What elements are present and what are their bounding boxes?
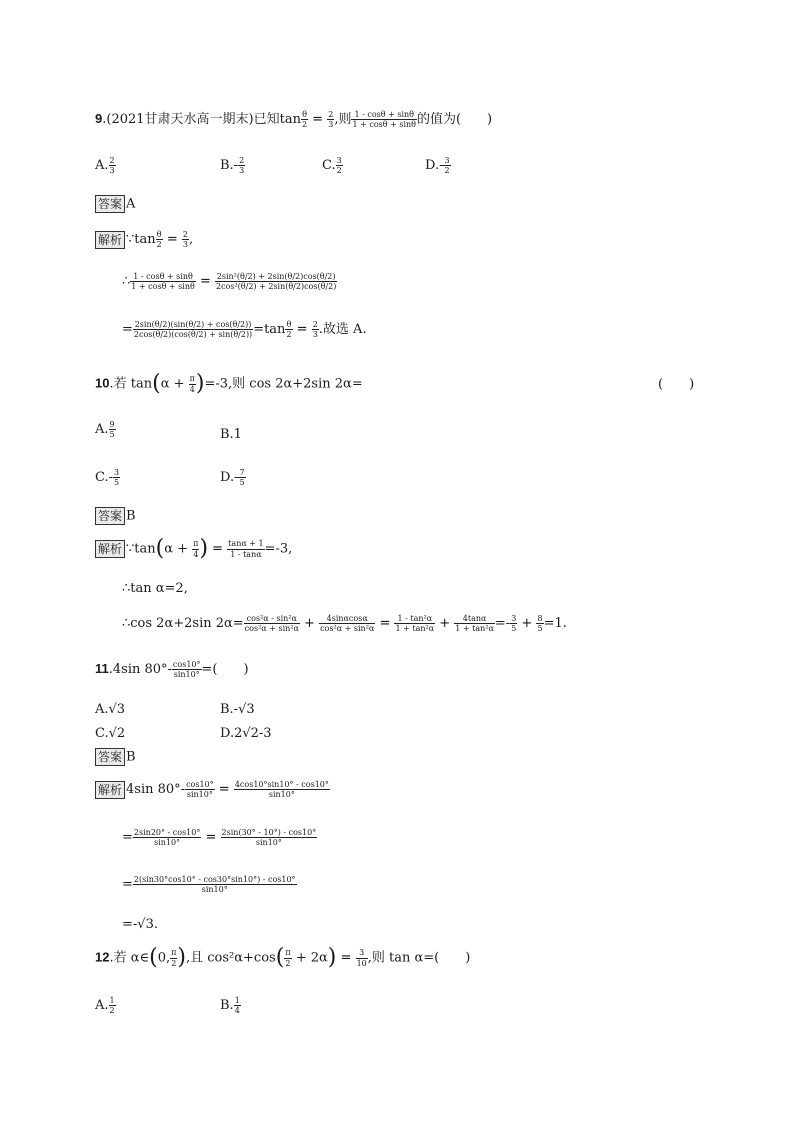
analysis-line-1: 解析 ∵tan $\frac{\theta}{2}$ = $\frac{2}{3}$ , xyxy=(95,230,193,249)
analysis-tag: 解析 xyxy=(95,781,125,799)
question-number: 10 xyxy=(95,375,110,391)
question-number: 12 xyxy=(95,949,110,965)
option-d: D.- $\frac{3}{2}$ xyxy=(425,156,450,176)
analysis-tag: 解析 xyxy=(95,231,125,249)
fraction: $\frac{1 - \cos\theta + \sin\theta}{1 + \cos\theta + \sin\theta}$ xyxy=(352,110,416,130)
answer-tag: 答案 xyxy=(95,748,125,766)
option-b: B.-√3 xyxy=(220,702,255,717)
option-c: C.√2 xyxy=(95,726,126,741)
analysis-line-3: ∴cos 2α+2sin 2α= $\frac{\text{cos²α - sin²α}}{\text{cos²α + sin²α}}$ + $\frac{4\sin\alpha\cos\alpha}{\text{cos²α + sin²α}}$ = $\frac{\text{1 - tan²α}}{\text{1 + tan²α}}$ + $\frac{4\tan\alpha}{\text{1 + tan²α}}$ =- $\frac{3}{5}$ + $\frac{8}{5}$ =1. xyxy=(122,614,567,634)
answer-line xyxy=(95,748,136,766)
question-12-stem: 12.若 α∈(0, $\frac{\pi}{2}$ ),且 cos²α+cos( $\frac{\pi}{2}$ + 2α) = $\frac{3}{10}$ ,则 tan α=( ) xyxy=(95,945,471,970)
option-a: A. $\frac{1}{2}$ xyxy=(95,996,115,1016)
question-bracket: ( ) xyxy=(658,377,695,392)
analysis-line-1: 解析 ∵tan(α + $\frac{\pi}{4}$ ) = $\frac{\tan\alpha + 1}{1 - \tan\alpha}$ =-3, xyxy=(95,538,292,560)
analysis-line-2: = $\frac{2\sin 20^\circ - \cos 10^\circ}{\sin 10^\circ}$ = $\frac{2\sin(30^\circ - 10^\circ) - \cos 10^\circ}{\sin 10^\circ}$ xyxy=(122,828,317,848)
analysis-line-2: ∴tan α=2, xyxy=(122,581,188,596)
answer-value: B xyxy=(126,508,136,524)
option-b: B.- $\frac{2}{3}$ xyxy=(220,156,245,176)
option-d: D.- $\frac{7}{5}$ xyxy=(220,468,245,488)
option-d: D.2√2-3 xyxy=(220,726,272,741)
option-b: B.1 xyxy=(220,427,242,442)
answer-tag: 答案 xyxy=(95,507,125,525)
stem-text: .(2021甘肃天水高一期末)已知tan xyxy=(102,112,301,128)
option-a: A. $\frac{9}{5}$ xyxy=(95,420,115,440)
option-c: C.- $\frac{3}{5}$ xyxy=(95,468,120,488)
analysis-line-4: =-√3. xyxy=(122,917,158,932)
fraction: $\frac{\theta}{2}$ xyxy=(301,110,308,130)
option-c: C. $\frac{3}{2}$ xyxy=(322,156,342,176)
option-a: A.√3 xyxy=(95,702,126,717)
answer-value: A xyxy=(126,196,136,212)
question-11-stem: 11.4sin 80°- $\frac{\cos 10^\circ}{\sin 10^\circ}$ =( ) xyxy=(95,660,249,680)
analysis-tag: 解析 xyxy=(95,540,125,558)
question-9-stem: 9.(2021甘肃天水高一期末)已知tan $\frac{\theta}{2}$ = $\frac{2}{3}$ ,则 $\frac{1 - \cos\theta + \sin\theta}{1 + \cos\theta + \sin\theta}$ 的值为( ) xyxy=(95,110,493,130)
answer-line xyxy=(95,195,135,213)
analysis-line-3: = $\frac{2(\sin 30^\circ\cos 10^\circ - \cos 30^\circ\sin 10^\circ) - \cos 10^\circ}{\sin 10^\circ}$ xyxy=(122,875,296,895)
option-b: B. $\frac{1}{4}$ xyxy=(220,996,240,1016)
analysis-line-1: 解析 4sin 80°- $\frac{\cos 10^\circ}{\sin 10^\circ}$ = $\frac{4\cos 10^\circ\sin 10^\circ - \cos 10^\circ}{\sin 10^\circ}$ xyxy=(95,780,330,799)
analysis-line-2: ∴ $\frac{1 - \cos\theta + \sin\theta}{1 + \cos\theta + \sin\theta}$ = $\frac{\text{2sin²(θ/2) + 2sin(θ/2)cos(θ/2)}}{\text{2cos²(θ/2) + 2sin(θ/2)cos(θ/2)}}$ xyxy=(122,272,337,292)
answer-line xyxy=(95,507,136,525)
question-number: 11 xyxy=(95,661,109,677)
answer-tag: 答案 xyxy=(95,195,125,213)
fraction: $\frac{2}{3}$ xyxy=(328,110,334,130)
question-10-stem: 10.若 tan(α + $\frac{\pi}{4}$ )=-3,则 cos 2α+2sin 2α= xyxy=(95,371,363,396)
analysis-line-3: = $\frac{2\sin(\theta/2)(\sin(\theta/2) + \cos(\theta/2))}{2\cos(\theta/2)(\cos(\theta/2) + \sin(\theta/2))}$ =tan $\frac{\theta}{2}$ = $\frac{2}{3}$ .故选 A. xyxy=(122,320,367,340)
answer-value: B xyxy=(126,749,136,765)
question-number: 9 xyxy=(95,111,103,127)
option-a: A. $\frac{2}{3}$ xyxy=(95,156,115,176)
